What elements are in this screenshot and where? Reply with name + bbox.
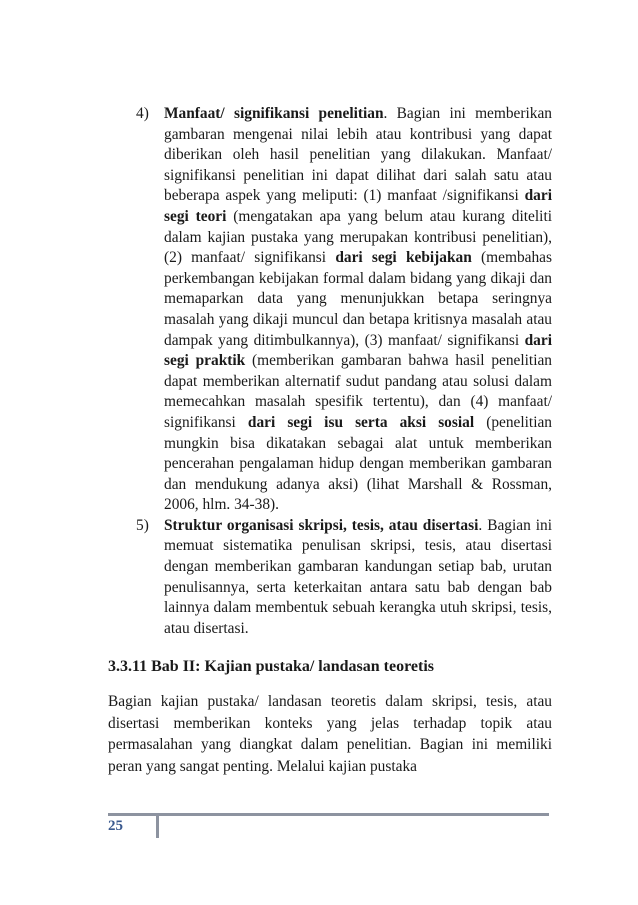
list-item-text — [164, 516, 552, 640]
list-item-4 — [108, 104, 552, 516]
list-item-5 — [108, 516, 552, 640]
bold-text-segment: Manfaat/ signifikansi penelitian — [164, 105, 384, 122]
text-segment: . Bagian ini memuat sistematika penulisan skripsi, tesis, atau disertasi dengan memberikan gambaran kandungan setiap bab, urutan penulisannya, serta keterkaitan antara satu bab dengan bab lainnya dalam membentuk sebuah kerangka utuh skripsi, tesis, atau disertasi. — [164, 516, 552, 637]
bold-text-segment: Struktur organisasi skripsi, tesis, atau disertasi — [164, 516, 479, 534]
list-item-text — [164, 104, 552, 516]
footer-rule — [108, 813, 549, 816]
list-number: 4) — [136, 105, 149, 122]
footer-divider — [156, 816, 159, 838]
text-segment: (membahas perkembangan kebijakan formal dalam bidang yang dikaji dan memaparkan data yang menunjukkan betapa seringnya masalah yang dikaji muncul dan betapa kritisnya masalah atau dampak yang ditimbulkannya), (3) manfaat/ signifikansi — [164, 249, 552, 349]
section-heading: 3.3.11 Bab II: Kajian pustaka/ landasan teoretis — [108, 658, 434, 676]
bold-text-segment: dari segi isu serta aksi sosial — [247, 413, 475, 431]
page-number: 25 — [108, 818, 123, 834]
bold-text-segment: dari segi teori — [164, 187, 552, 225]
bold-text-segment: dari segi kebijakan — [335, 249, 472, 267]
body-paragraph: Bagian kajian pustaka/ landasan teoretis dalam skripsi, tesis, atau disertasi memberikan konteks yang jelas terhadap topik atau permasalahan yang diangkat dalam penelitian. Bagian ini memiliki peran yang sangat penting. Melalui kajian pustaka — [108, 693, 552, 775]
text-segment: (memberikan gambaran bahwa hasil penelitian dapat memberikan alternatif sudut pandang atau solusi dalam memecahkan masalah spesifik tertentu), dan (4) manfaat/ signifikansi — [164, 352, 552, 431]
list-number: 5) — [136, 516, 149, 534]
bold-text-segment: dari segi praktik — [164, 331, 552, 370]
text-segment: (penelitian mungkin bisa dikatakan sebagai alat untuk memberikan pencerahan pengalaman hidup dengan memberikan gambaran dan mendukung adanya aksi) (lihat Marshall & Rossman, 2006, hlm. 34-38). — [164, 413, 552, 514]
page-content — [108, 104, 552, 777]
text-segment: . Bagian ini memberikan gambaran mengenai nilai lebih atau kontribusi yang dapat diberikan oleh hasil penelitian yang dilakukan. Manfaat/ signifikansi penelitian ini dapat dilihat dari salah satu atau beberapa aspek yang meliputi: (1) manfaat /signifikansi — [164, 105, 552, 205]
text-segment: (mengatakan apa yang belum atau kurang diteliti dalam kajian pustaka yang merupakan kontribusi penelitian), (2) manfaat/ signifikansi — [164, 207, 552, 267]
